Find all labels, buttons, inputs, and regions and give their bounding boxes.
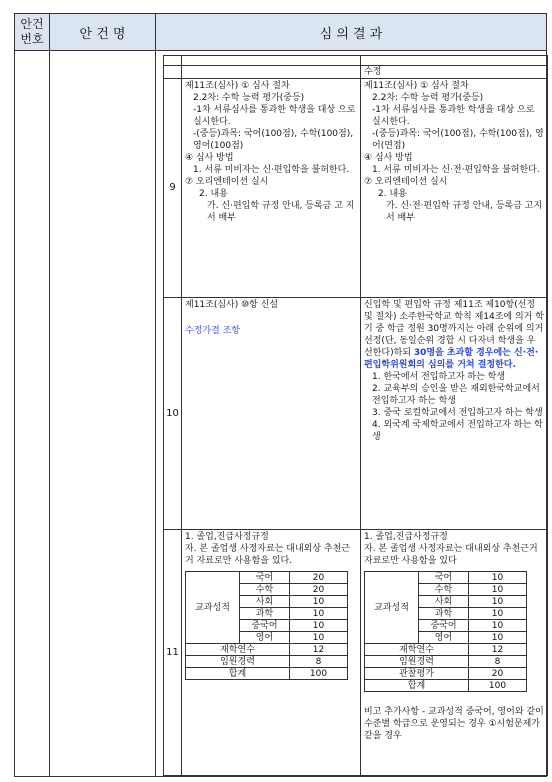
revision-table (163, 55, 548, 776)
revised-text: 제11조(심사) ① 심사 절차 2.2차: 수학 능력 평가(중등) -1차 서류심사를 통과한 학생을 대상 으로 실시한다. -(중등)과목: 국어(100점), 수학(100점), 영어(면접) ④ 심사 방법 1. 서류 미비자는 신·전·편입학을 불허한다. ⑦ 오리엔테이션 실시 2. 내용 가. 신·전·편입학 규정 안내, 등록금 고지서 배부 (361, 79, 548, 298)
header-agenda-number: 안건 번호 (15, 14, 50, 51)
amendment-note: 수정가결 조항 (185, 326, 241, 336)
header-review-result: 심 의 결 과 (156, 14, 547, 51)
revised-text: 신입학 및 편입학 규정 제11조 제10항(선정 및 절차) 소주한국학교 학칙 제14조에 의거 학기 중 학급 정원 30명까지는 아래 순위에 의거 선정(단, 동일순위 경합 시 다자녀 학생을 우선한다)하되 30명을 초과할 경우에는 신·전·편입학위원회의 심의를 거쳐 결정한다. 1. 한국에서 전입하고자 하는 학생 2. 교육부의 승인을 받은 재외한국학교에서 전입하고자 하는 학생 3. 중국 로컬학교에서 전입하고자 하는 학생 4. 외국계 국제학교에서 전입하고자 하는 학생 (361, 298, 548, 530)
remarks: 비고 추가사항 - 교과성적 중국어, 영어와 같이 수준별 학급으로 운영되는 경우 ①시험문제가 같을 경우 (364, 707, 544, 741)
highlighted-clause: 30명을 초과할 경우에는 신·전·편입학위원회의 심의를 거쳐 결정한다. (364, 348, 539, 370)
revised-text: 1. 졸업,진급사정규정 자. 본 졸업생 사정자료는 대내외상 추천근거 자료로만 사용함을 있다 교과성적 국어 10 수학 10 사회 10 과학 10 중국어 10 영어 10 재학연수 12 임원경력 8 관찰평가 20 합계 100 비고 추가사항 - 교과성적 중국어, 영어와 같이 수준별 학급으로 운영되는 경우 ①시험문제가 같을 경우 (361, 530, 548, 776)
agenda-title-cell (50, 51, 156, 777)
column-revised: 수정 (361, 66, 548, 79)
item-number: 10 (164, 298, 182, 530)
original-text: 제11조(심사) ① 심사 절차 2.2차: 수학 능력 평가(중등) -1차 서류심사를 통과한 학생을 대상 으로 실시한다. -(중등)과목: 국어(100점), 수학(100점), 영어(100점) ④ 심사 방법 1. 서류 미비자는 신·편입학을 불허한다. ⑦ 오리엔테이션 실시 2. 내용 가. 신·편입학 규정 안내, 등록금 고 지서 배부 (182, 79, 361, 298)
header-agenda-title: 안 건 명 (50, 14, 156, 51)
item-number: 9 (164, 79, 182, 298)
review-table (14, 13, 547, 777)
review-result-cell (156, 51, 547, 777)
item-number: 11 (164, 530, 182, 776)
grade-weight-table: 교과성적 국어 20 수학 20 사회 10 과학 10 중국어 10 영어 10 재학연수 12 임원경력 8 합계 100 (185, 571, 348, 680)
grade-weight-table: 교과성적 국어 10 수학 10 사회 10 과학 10 중국어 10 영어 10 재학연수 12 임원경력 8 관찰평가 20 합계 100 (364, 571, 527, 692)
original-text: 제11조(심사) ⑩항 신설 수정가결 조항 (182, 298, 361, 530)
original-text: 1. 졸업,진급사정규정 자. 본 졸업생 사정자료는 대내외상 추천근거 자료로만 사용함을 있다. 교과성적 국어 20 수학 20 사회 10 과학 10 중국어 10 영어 10 재학연수 12 임원경력 8 합계 100 (182, 530, 361, 776)
agenda-number-cell (15, 51, 50, 777)
